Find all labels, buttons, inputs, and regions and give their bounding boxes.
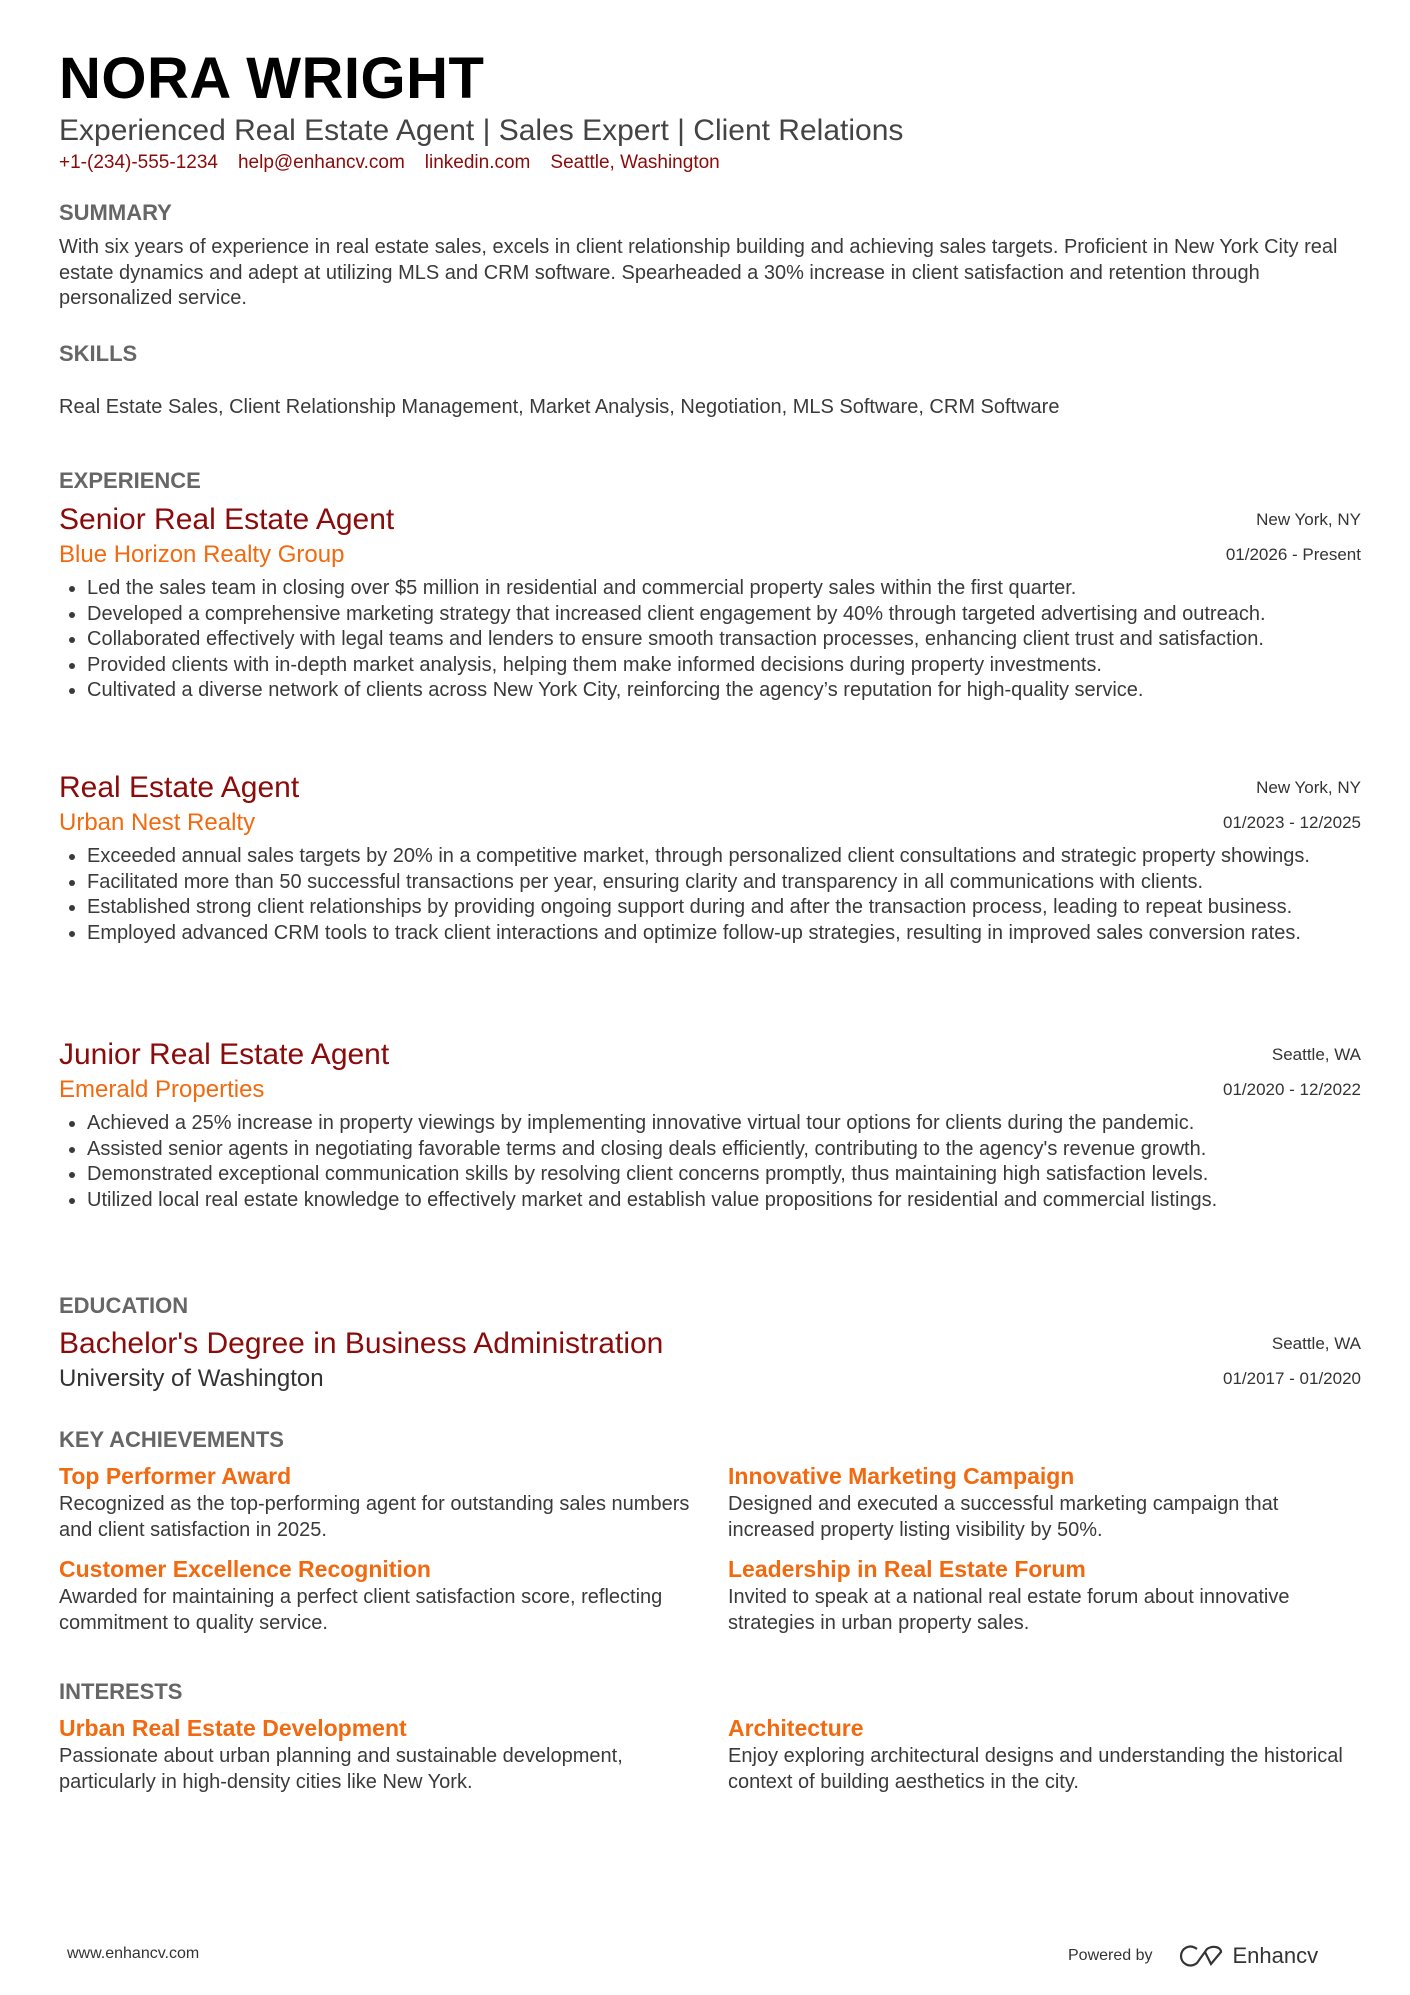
bullet: • Demonstrated exceptional communication skills by resolving client concerns promptly, thus maintaining high satisfaction levels. — [87, 1162, 1361, 1188]
bullet: • Exceeded annual sales targets by 20% in a competitive market, through personalized client consultations and strategic property showings. — [87, 844, 1361, 870]
powered-by-label: Powered by — [1068, 1947, 1153, 1964]
skills-section — [59, 340, 1361, 421]
interest-item — [59, 1712, 692, 1805]
achievement-item — [59, 1460, 692, 1553]
phone-link[interactable]: +1-(234)-555-1234 — [59, 152, 218, 173]
bullet: • Established strong client relationships by providing ongoing support during and after the transaction process, leading to repeat business. — [87, 895, 1361, 921]
achievement-desc: Designed and executed a successful marketing campaign that increased property listing visibility by 50%. — [728, 1493, 1279, 1541]
education-location: Seattle, WA — [1271, 1333, 1361, 1353]
job-bullets — [59, 576, 1361, 704]
bullet: • Provided clients with in-depth market analysis, helping them make informed decisions during property investments. — [87, 653, 1361, 679]
footer-branding — [1068, 1943, 1318, 1969]
bullet: • Led the sales team in closing over $5 million in residential and commercial property sales within the first quarter. — [87, 576, 1361, 602]
enhancv-brand: Enhancv — [1232, 1943, 1319, 1968]
achievement-title: Innovative Marketing Campaign — [728, 1463, 1075, 1489]
interest-title: Architecture — [728, 1715, 864, 1741]
achievement-title: Customer Excellence Recognition — [59, 1556, 431, 1583]
education-dates: 01/2017 - 01/2020 — [1222, 1368, 1361, 1388]
company-name: Urban Nest Realty — [59, 808, 256, 836]
section-heading: SUMMARY — [59, 200, 172, 225]
bullet: • Assisted senior agents in negotiating favorable terms and closing deals efficiently, contributing to the agency's revenue growth. — [87, 1137, 1361, 1163]
section-heading: INTERESTS — [59, 1679, 183, 1704]
bullet: • Collaborated effectively with legal teams and lenders to ensure smooth transaction processes, enhancing client trust and satisfaction. — [87, 627, 1361, 653]
bullet: • Utilized local real estate knowledge to effectively market and establish value propositions for residential and commercial listings. — [87, 1188, 1361, 1214]
section-heading: KEY ACHIEVEMENTS — [59, 1427, 284, 1452]
job-title: Real Estate Agent — [59, 770, 300, 804]
interest-title: Urban Real Estate Development — [59, 1715, 407, 1741]
job-title: Junior Real Estate Agent — [59, 1037, 390, 1071]
location: Seattle, Washington — [550, 152, 720, 173]
job-entry — [59, 770, 1361, 946]
company-name: Emerald Properties — [59, 1075, 265, 1103]
job-location: New York, NY — [1256, 777, 1361, 797]
interest-desc: Passionate about urban planning and sustainable development, particularly in high-density cities like New York. — [59, 1745, 623, 1793]
achievement-desc: Recognized as the top-performing agent for outstanding sales numbers and client satisfaction in 2025. — [59, 1493, 690, 1541]
section-heading: EDUCATION — [59, 1293, 189, 1318]
company-name: Blue Horizon Realty Group — [59, 540, 345, 568]
headline: Experienced Real Estate Agent | Sales Expert | Client Relations — [59, 114, 904, 147]
email-link[interactable]: help@enhancv.com — [237, 152, 405, 173]
job-entry — [59, 1037, 1361, 1213]
bullet: • Facilitated more than 50 successful transactions per year, ensuring clarity and transparency in all communications with clients. — [87, 870, 1361, 896]
job-location: New York, NY — [1256, 509, 1361, 529]
bullet: • Cultivated a diverse network of clients across New York City, reinforcing the agency’s reputation for high-quality service. — [87, 678, 1361, 704]
job-dates: 01/2020 - 12/2022 — [1222, 1079, 1361, 1099]
achievement-title: Top Performer Award — [59, 1463, 292, 1489]
job-location: Seattle, WA — [1271, 1044, 1361, 1064]
education-section — [59, 1292, 1361, 1396]
summary-section — [59, 199, 1361, 312]
interest-item — [728, 1712, 1361, 1805]
achievement-item — [728, 1460, 1361, 1553]
bullet: • Developed a comprehensive marketing strategy that increased client engagement by 40% through targeted advertising and outreach. — [87, 602, 1361, 628]
job-entry — [59, 502, 1361, 704]
achievement-item — [728, 1553, 1361, 1646]
bullet: • Employed advanced CRM tools to track client interactions and optimize follow-up strategies, resulting in improved sales conversion rates. — [87, 921, 1361, 947]
achievement-desc: Awarded for maintaining a perfect client satisfaction score, reflecting commitment to quality service. — [59, 1586, 663, 1634]
degree: Bachelor's Degree in Business Administration — [59, 1326, 664, 1360]
contact-info — [59, 151, 1361, 175]
footer-website[interactable]: www.enhancv.com — [67, 1945, 200, 1962]
job-bullets — [59, 1111, 1361, 1213]
job-bullets — [59, 844, 1361, 946]
achievement-item — [59, 1553, 692, 1646]
job-dates: 01/2026 - Present — [1225, 544, 1361, 564]
interest-desc: Enjoy exploring architectural designs and understanding the historical context of building aesthetics in the city. — [728, 1745, 1343, 1793]
section-heading: EXPERIENCE — [59, 468, 201, 493]
job-dates: 01/2023 - 12/2025 — [1222, 812, 1361, 832]
enhancv-logo-icon — [1179, 1944, 1225, 1968]
school-name: University of Washington — [59, 1364, 324, 1392]
bullet: • Achieved a 25% increase in property viewings by implementing innovative virtual tour options for clients during the pandemic. — [87, 1111, 1361, 1137]
candidate-name: NORA WRIGHT — [59, 46, 485, 111]
linkedin-link[interactable]: linkedin.com — [424, 152, 531, 173]
achievements-section — [59, 1426, 1361, 1646]
summary-text: With six years of experience in real estate sales, excels in client relationship building and achieving sales targets. Proficient in New York City real estate dynamics and adept at utilizing MLS and CRM software. Spearheaded a 30% increase in client satisfaction and retention through personalized service. — [59, 236, 1338, 310]
skills-text: Real Estate Sales, Client Relationship Management, Market Analysis, Negotiation, MLS Software, CRM Software — [59, 396, 1060, 418]
interests-section — [59, 1678, 1361, 1805]
section-heading: SKILLS — [59, 341, 138, 366]
achievement-title: Leadership in Real Estate Forum — [728, 1556, 1086, 1583]
job-title: Senior Real Estate Agent — [59, 502, 395, 536]
achievement-desc: Invited to speak at a national real estate forum about innovative strategies in urban property sales. — [728, 1586, 1290, 1634]
